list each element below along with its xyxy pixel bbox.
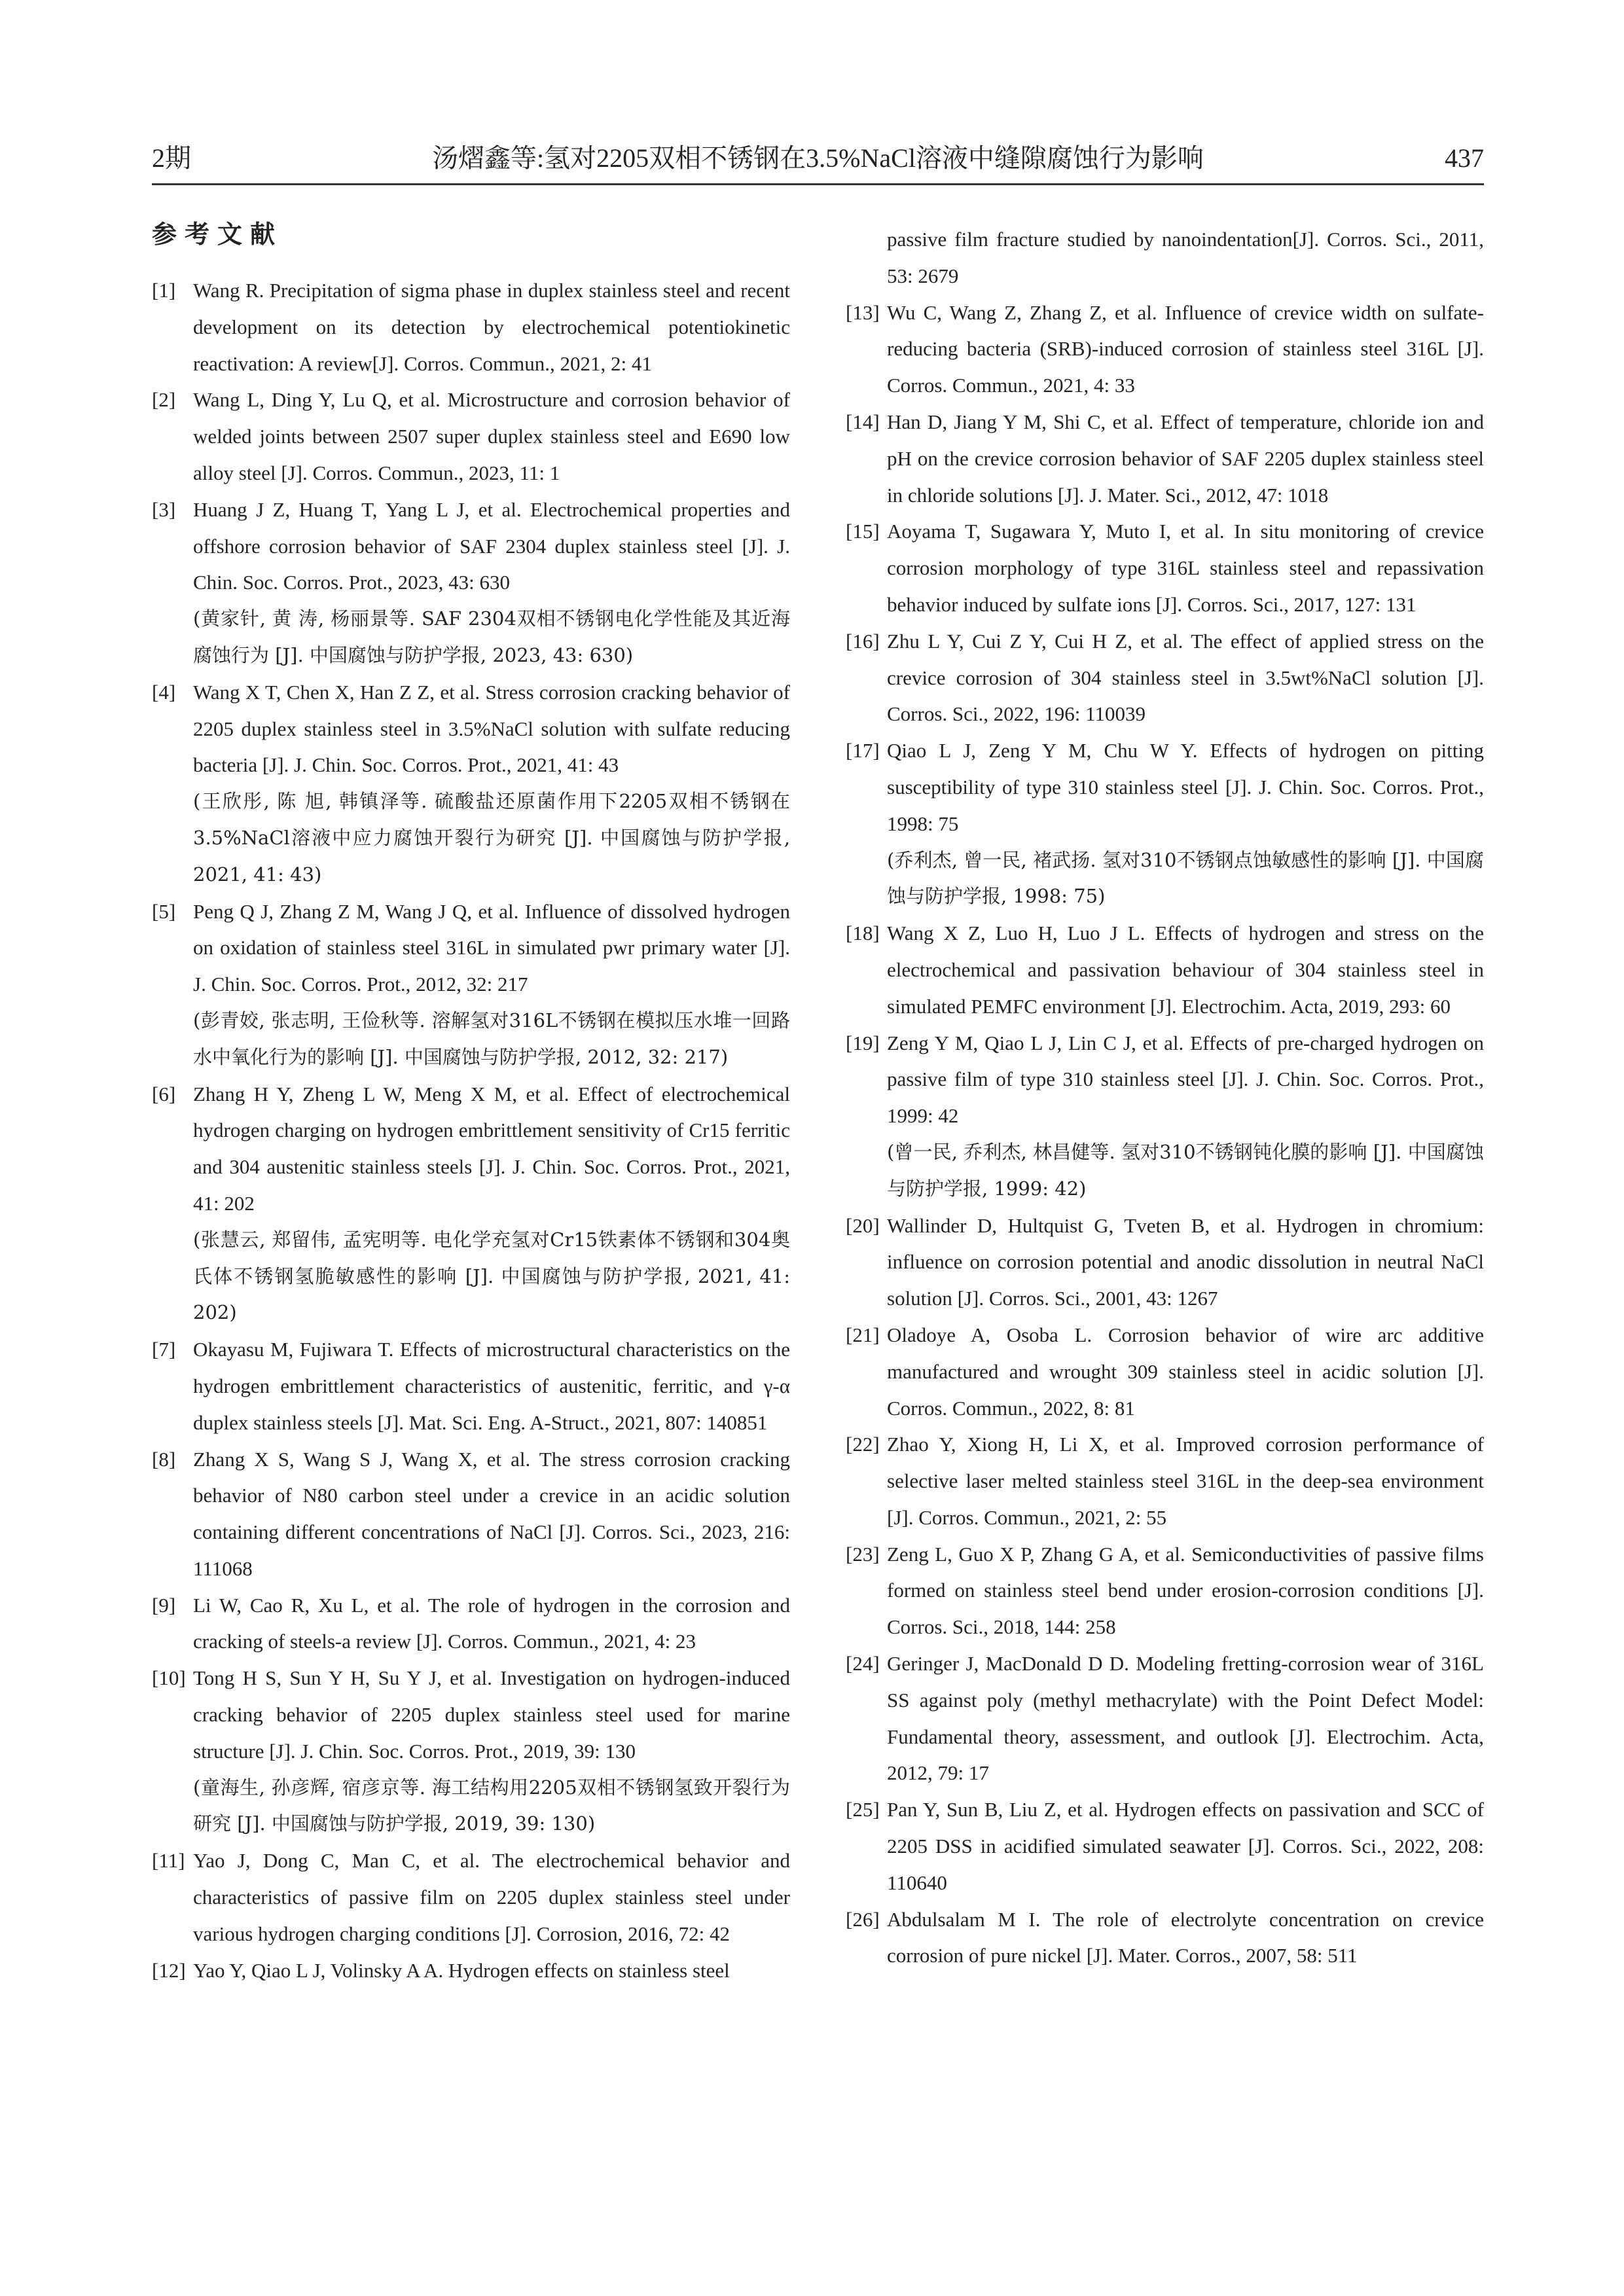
reference-number: [10]: [152, 1666, 186, 1690]
reference-text: Okayasu M, Fujiwara T. Effects of microstructural characteristics on the hydrogen embrittlement characteristics of austenitic, ferritic, and γ-α duplex stainless steels [J]. Mat. Sci. Eng. A-Struct., 2021, 807: 140851: [193, 1338, 790, 1434]
reference-number: [17]: [846, 739, 880, 762]
reference-chinese-text: (童海生, 孙彦辉, 宿彦京等. 海工结构用2205双相不锈钢氢致开裂行为研究 [J]. 中国腐蚀与防护学报, 2019, 39: 130): [193, 1776, 790, 1835]
reference-list-right: [846, 295, 1484, 1975]
reference-item: [152, 1842, 790, 1952]
reference-chinese-text: (彭青姣, 张志明, 王俭秋等. 溶解氢对316L不锈钢在模拟压水堆一回路水中氧化行为的影响 [J]. 中国腐蚀与防护学报, 2012, 32: 217): [193, 1009, 790, 1068]
reference-text: Yao Y, Qiao L J, Volinsky A A. Hydrogen effects on stainless steel: [193, 1958, 730, 1982]
reference-text: Li W, Cao R, Xu L, et al. The role of hydrogen in the corrosion and cracking of steels-a review [J]. Corros. Commun., 2021, 4: 23: [193, 1593, 790, 1653]
reference-text: Peng Q J, Zhang Z M, Wang J Q, et al. Influence of dissolved hydrogen on oxidation of stainless steel 316L in simulated pwr primary water [J]. J. Chin. Soc. Corros. Prot., 2012, 32: 217: [193, 899, 790, 996]
reference-chinese-text: (曾一民, 乔利杰, 林昌健等. 氢对310不锈钢钝化膜的影响 [J]. 中国腐蚀与防护学报, 1999: 42): [887, 1140, 1484, 1200]
reference-text: Yao J, Dong C, Man C, et al. The electrochemical behavior and characteristics of passive film on 2205 duplex stainless steel under various hydrogen charging conditions [J]. Corrosion, 2016, 72: 42: [193, 1849, 790, 1945]
reference-number: [14]: [846, 410, 880, 433]
reference-number: [3]: [152, 497, 176, 521]
reference-item: [846, 1791, 1484, 1901]
reference-list-left: [152, 272, 790, 1988]
reference-text: Wang L, Ding Y, Lu Q, et al. Microstructure and corrosion behavior of welded joints between 2507 super duplex stainless steel and E690 low alloy steel [J]. Corros. Commun., 2023, 11: 1: [193, 388, 790, 484]
reference-text: Wang X T, Chen X, Han Z Z, et al. Stress corrosion cracking behavior of 2205 duplex stainless steel in 3.5%NaCl solution with sulfate reducing bacteria [J]. J. Chin. Soc. Corros. Prot., 2021, 41: 43: [193, 680, 790, 777]
reference-number: [2]: [152, 388, 176, 412]
reference-chinese-text: (张慧云, 郑留伟, 孟宪明等. 电化学充氢对Cr15铁素体不锈钢和304奥氏体不锈钢氢脆敏感性的影响 [J]. 中国腐蚀与防护学报, 2021, 41: 202): [193, 1228, 790, 1324]
reference-item: [846, 1426, 1484, 1535]
right-column: [846, 221, 1484, 1974]
reference-text: Aoyama T, Sugawara Y, Muto I, et al. In situ monitoring of crevice corrosion morphology of type 316L stainless steel and repassivation behavior induced by sulfate ions [J]. Corros. Sci., 2017, 127: 131: [887, 520, 1484, 616]
reference-number: [6]: [152, 1082, 176, 1105]
reference-continuation: passive film fracture studied by nanoindentation[J]. Corros. Sci., 2011, 53: 2679: [887, 228, 1484, 287]
reference-text: Zhang H Y, Zheng L W, Meng X M, et al. Effect of electrochemical hydrogen charging on hydrogen embrittlement sensitivity of Cr15 ferritic and 304 austenitic stainless steels [J]. J. Chin. Soc. Corros. Prot., 2021, 41: 202: [193, 1082, 790, 1215]
references-heading: 参考文献: [152, 220, 283, 249]
reference-text: Wu C, Wang Z, Zhang Z, et al. Influence of crevice width on sulfate-reducing bacteria (SRB)-induced corrosion of stainless steel 316L [J]. Corros. Commun., 2021, 4: 33: [887, 300, 1484, 397]
reference-number: [23]: [846, 1542, 880, 1566]
reference-item: [846, 1025, 1484, 1208]
reference-number: [20]: [846, 1213, 880, 1237]
reference-text: Abdulsalam M I. The role of electrolyte concentration on crevice corrosion of pure nickel [J]. Mater. Corros., 2007, 58: 511: [887, 1907, 1484, 1967]
reference-text: Huang J Z, Huang T, Yang L J, et al. Electrochemical properties and offshore corrosion behavior of SAF 2304 duplex stainless steel [J]. J. Chin. Soc. Corros. Prot., 2023, 43: 630: [193, 497, 790, 594]
reference-text: Oladoye A, Osoba L. Corrosion behavior of wire arc additive manufactured and wrought 309 stainless steel in acidic solution [J]. Corros. Commun., 2022, 8: 81: [887, 1323, 1484, 1420]
page-number: 437: [1445, 143, 1484, 173]
reference-item: [846, 732, 1484, 915]
reference-number: [4]: [152, 680, 176, 704]
reference-number: [25]: [846, 1798, 880, 1821]
reference-number: [11]: [152, 1849, 185, 1873]
reference-item: [846, 1901, 1484, 1975]
reference-text: Zhao Y, Xiong H, Li X, et al. Improved corrosion performance of selective laser melted stainless steel 316L in the deep-sea environment [J]. Corros. Commun., 2021, 2: 55: [887, 1433, 1484, 1529]
reference-text: Zeng L, Guo X P, Zhang G A, et al. Semiconductivities of passive films formed on stainless steel bend under erosion-corrosion conditions [J]. Corros. Sci., 2018, 144: 258: [887, 1542, 1484, 1639]
reference-item: [846, 1208, 1484, 1317]
reference-item: [152, 1952, 790, 1989]
issue-label: 2期: [152, 143, 191, 173]
reference-number: [16]: [846, 629, 880, 653]
reference-item: [846, 404, 1484, 513]
reference-number: [12]: [152, 1958, 186, 1982]
reference-item: [846, 1536, 1484, 1645]
reference-item: [152, 674, 790, 893]
reference-item: [152, 1076, 790, 1332]
reference-text: Qiao L J, Zeng Y M, Chu W Y. Effects of hydrogen on pitting susceptibility of type 310 stainless steel [J]. J. Chin. Soc. Corros. Prot., 1998: 75: [887, 739, 1484, 835]
reference-number: [24]: [846, 1652, 880, 1676]
reference-text: Wang X Z, Luo H, Luo J L. Effects of hydrogen and stress on the electrochemical and passivation behaviour of 304 stainless steel in simulated PEMFC environment [J]. Electrochim. Acta, 2019, 293: 60: [887, 922, 1484, 1018]
reference-number: [26]: [846, 1907, 880, 1931]
reference-item: [152, 1660, 790, 1842]
reference-number: [5]: [152, 899, 176, 923]
reference-text: Han D, Jiang Y M, Shi C, et al. Effect of temperature, chloride ion and pH on the crevice corrosion behavior of SAF 2205 duplex stainless steel in chloride solutions [J]. J. Mater. Sci., 2012, 47: 1018: [887, 410, 1484, 507]
left-column: [152, 216, 790, 1988]
reference-item: [846, 295, 1484, 404]
reference-text: Geringer J, MacDonald D D. Modeling fretting-corrosion wear of 316L SS against poly (methyl methacrylate) with the Point Defect Model: Fundamental theory, assessment, and outlook [J]. Electrochim. Acta, 2012, 79: 17: [887, 1652, 1484, 1785]
running-header: [152, 134, 1484, 185]
reference-number: [1]: [152, 279, 176, 302]
reference-number: [13]: [846, 300, 880, 324]
reference-item: [152, 1331, 790, 1441]
reference-number: [9]: [152, 1593, 176, 1617]
reference-item: [152, 1587, 790, 1660]
reference-number: [8]: [152, 1447, 176, 1471]
reference-item: [846, 1317, 1484, 1426]
reference-chinese-text: (王欣彤, 陈 旭, 韩镇泽等. 硫酸盐还原菌作用下2205双相不锈钢在3.5%NaCl溶液中应力腐蚀开裂行为研究 [J]. 中国腐蚀与防护学报, 2021, 41: 43): [193, 790, 790, 886]
reference-number: [19]: [846, 1031, 880, 1054]
reference-number: [18]: [846, 922, 880, 945]
reference-text: Zhang X S, Wang S J, Wang X, et al. The stress corrosion cracking behavior of N80 carbon steel under a crevice in an acidic solution containing different concentrations of NaCl [J]. Corros. Sci., 2023, 216: 111068: [193, 1447, 790, 1580]
reference-item: [152, 382, 790, 491]
reference-number: [22]: [846, 1433, 880, 1456]
reference-item: [846, 623, 1484, 732]
reference-item: [846, 915, 1484, 1024]
reference-number: [7]: [152, 1338, 176, 1361]
reference-chinese-text: (黄家针, 黄 涛, 杨丽景等. SAF 2304双相不锈钢电化学性能及其近海腐蚀行为 [J]. 中国腐蚀与防护学报, 2023, 43: 630): [193, 607, 790, 666]
reference-text: Wang R. Precipitation of sigma phase in duplex stainless steel and recent development on its detection by electrochemical potentiokinetic reactivation: A review[J]. Corros. Commun., 2021, 2: 41: [193, 279, 790, 375]
reference-text: Pan Y, Sun B, Liu Z, et al. Hydrogen effects on passivation and SCC of 2205 DSS in acidified simulated seawater [J]. Corros. Sci., 2022, 208: 110640: [887, 1798, 1484, 1894]
reference-item: [152, 272, 790, 382]
reference-number: [15]: [846, 520, 880, 543]
reference-text: Wallinder D, Hultquist G, Tveten B, et al. Hydrogen in chromium: influence on corrosion potential and anodic dissolution in neutral NaCl solution [J]. Corros. Sci., 2001, 43: 1267: [887, 1213, 1484, 1310]
reference-text: Tong H S, Sun Y H, Su Y J, et al. Investigation on hydrogen-induced cracking behavior of 2205 duplex stainless steel used for marine structure [J]. J. Chin. Soc. Corros. Prot., 2019, 39: 130: [193, 1666, 790, 1763]
reference-text: Zhu L Y, Cui Z Y, Cui H Z, et al. The effect of applied stress on the crevice corrosion of 304 stainless steel in 3.5wt%NaCl solution [J]. Corros. Sci., 2022, 196: 110039: [887, 629, 1484, 726]
reference-chinese-text: (乔利杰, 曾一民, 褚武扬. 氢对310不锈钢点蚀敏感性的影响 [J]. 中国腐蚀与防护学报, 1998: 75): [887, 848, 1484, 908]
reference-item: [152, 893, 790, 1076]
reference-item: [152, 1441, 790, 1587]
reference-item: [846, 513, 1484, 622]
reference-item: [846, 1645, 1484, 1791]
reference-number: [21]: [846, 1323, 880, 1346]
running-title: 汤熠鑫等:氢对2205双相不锈钢在3.5%NaCl溶液中缝隙腐蚀行为影响: [432, 143, 1204, 173]
reference-text: Zeng Y M, Qiao L J, Lin C J, et al. Effects of pre-charged hydrogen on passive film of type 310 stainless steel [J]. J. Chin. Soc. Corros. Prot., 1999: 42: [887, 1031, 1484, 1128]
reference-item: [152, 492, 790, 674]
